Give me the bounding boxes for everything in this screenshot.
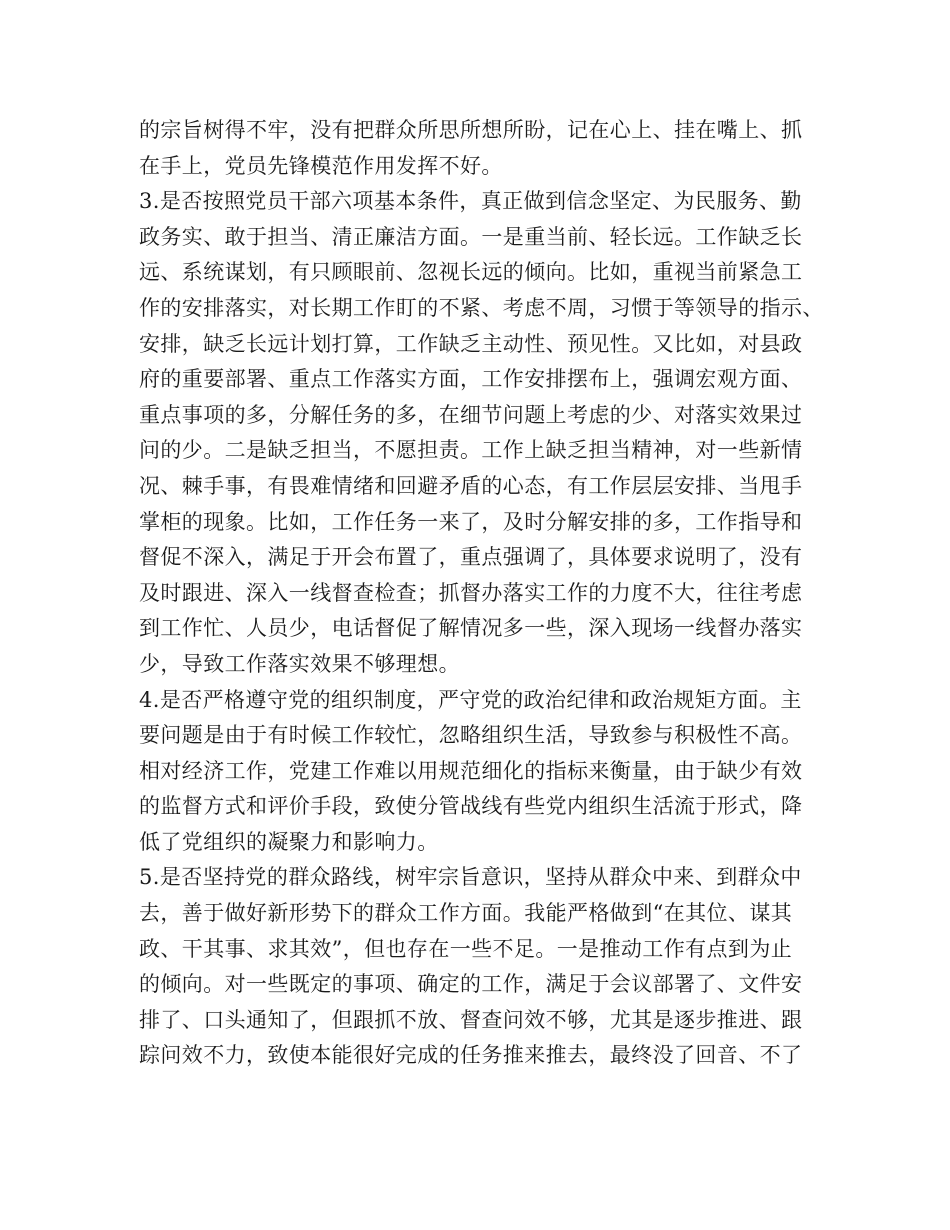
text-line: 政、干其事、求其效”，但也存在一些不足。一是推动工作有点到为止 [139,936,793,961]
text-line: 况、棘手事，有畏难情绪和回避矛盾的心态，有工作层层安排、当甩手 [139,473,803,498]
text-line: 踪问效不力，致使本能很好完成的任务推来推去，最终没了回音、不了 [139,1043,803,1068]
text-line: 去，善于做好新形势下的群众工作方面。我能严格做到“在其位、谋其 [139,901,793,926]
text-line: 到工作忙、人员少，电话督促了解情况多一些，深入现场一线督办落实 [139,616,803,641]
text-line: 要问题是由于有时候工作较忙，忽略组织生活，导致参与积极性不高。 [139,723,803,748]
text-line: 及时跟进、深入一线督查检查；抓督办落实工作的力度不大，往往考虑 [139,580,803,605]
text-line: 督促不深入，满足于开会布置了，重点强调了，具体要求说明了，没有 [139,545,803,570]
text-line: 低了党组织的凝聚力和影响力。 [139,829,439,854]
text-line: 相对经济工作，党建工作难以用规范细化的指标来衡量，由于缺少有效 [139,758,803,783]
text-line: 安排，缺乏长远计划打算，工作缺乏主动性、预见性。又比如，对县政 [139,331,803,356]
text-line: 作的安排落实，对长期工作盯的不紧、考虑不周，习惯于等领导的指示、 [139,295,824,320]
text-line: 5.是否坚持党的群众路线，树牢宗旨意识，坚持从群众中来、到群众中 [139,865,802,890]
text-line: 问的少。二是缺乏担当，不愿担责。工作上缺乏担当精神，对一些新情 [139,438,803,463]
text-line: 在手上，党员先锋模范作用发挥不好。 [139,153,503,178]
text-line: 的宗旨树得不牢，没有把群众所思所想所盼，记在心上、挂在嘴上、抓 [139,118,803,142]
text-line: 政务实、敢于担当、清正廉洁方面。一是重当前、轻长远。工作缺乏长 [139,224,803,249]
text-line: 4.是否严格遵守党的组织制度，严守党的政治纪律和政治规矩方面。主 [139,687,802,712]
text-line: 掌柜的现象。比如，工作任务一来了，及时分解安排的多，工作指导和 [139,509,803,534]
document-body [139,113,839,1074]
text-line: 远、系统谋划，有只顾眼前、忽视长远的倾向。比如，重视当前紧急工 [139,260,803,285]
text-line: 3.是否按照党员干部六项基本条件，真正做到信念坚定、为民服务、勤 [139,189,802,214]
text-line: 少，导致工作落实效果不够理想。 [139,651,460,676]
text-line: 府的重要部署、重点工作落实方面，工作安排摆布上，强调宏观方面、 [139,367,803,392]
text-line: 重点事项的多，分解任务的多，在细节问题上考虑的少、对落实效果过 [139,402,803,427]
text-line: 的监督方式和评价手段，致使分管战线有些党内组织生活流于形式，降 [139,794,803,819]
text-line: 的倾向。对一些既定的事项、确定的工作，满足于会议部署了、文件安 [139,972,803,997]
text-line: 排了、口头通知了，但跟抓不放、督查问效不够，尤其是逐步推进、跟 [139,1007,803,1032]
